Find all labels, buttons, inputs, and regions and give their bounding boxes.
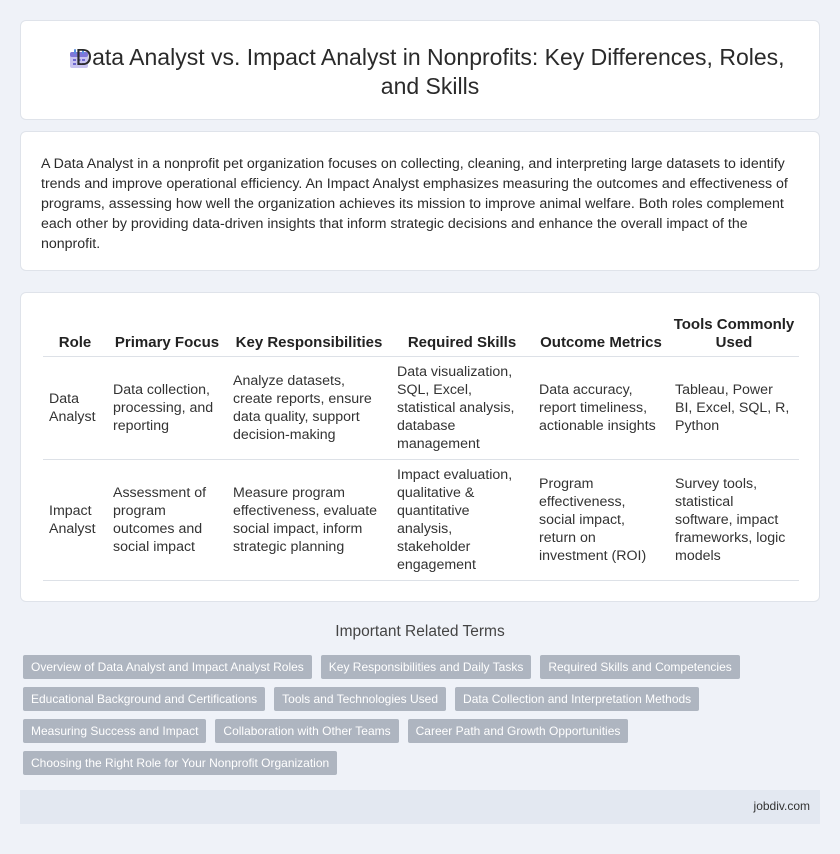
cell-primary-focus: Data collection, processing, and reporting — [107, 356, 227, 459]
related-tag[interactable]: Tools and Technologies Used — [274, 687, 446, 711]
column-header-role: Role — [43, 308, 107, 356]
cell-primary-focus: Assessment of program outcomes and social impact — [107, 459, 227, 580]
related-tag[interactable]: Collaboration with Other Teams — [215, 719, 398, 743]
cell-key-responsibilities: Analyze datasets, create reports, ensure data quality, support decision-making — [227, 356, 391, 459]
table-header-row — [43, 308, 799, 356]
cell-outcome-metrics: Data accuracy, report timeliness, actionable insights — [533, 356, 669, 459]
column-header-key-responsibilities: Key Responsibilities — [227, 308, 391, 356]
column-header-required-skills: Required Skills — [391, 308, 533, 356]
comparison-table-card — [20, 292, 820, 602]
column-header-primary-focus: Primary Focus — [107, 308, 227, 356]
cell-outcome-metrics: Program effectiveness, social impact, return on investment (ROI) — [533, 459, 669, 580]
comparison-table — [43, 308, 799, 581]
cell-role: Data Analyst — [43, 356, 107, 459]
table-row — [43, 459, 799, 580]
related-tag[interactable]: Data Collection and Interpretation Methods — [455, 687, 699, 711]
column-header-tools: Tools Commonly Used — [669, 308, 799, 356]
cell-required-skills: Impact evaluation, qualitative & quantitative analysis, stakeholder engagement — [391, 459, 533, 580]
page-title: Data Analyst vs. Impact Analyst in Nonprofits: Key Differences, Roles, and Skills — [75, 44, 785, 99]
related-tag[interactable]: Required Skills and Competencies — [540, 655, 739, 679]
related-terms-title: Important Related Terms — [335, 623, 505, 640]
cell-tools: Tableau, Power BI, Excel, SQL, R, Python — [669, 356, 799, 459]
intro-paragraph: A Data Analyst in a nonprofit pet organization focuses on collecting, cleaning, and interpreting large datasets to identify trends and improve operational efficiency. An Impact Analyst emphasizes measuring the outcomes and effectiveness of programs, assessing how well the organization achieves its mission to improve animal welfare. Both roles complement each other by providing data-driven insights that inform strategic decisions and enhance the overall impact of the nonprofit. — [41, 156, 788, 252]
table-row — [43, 356, 799, 459]
cell-key-responsibilities: Measure program effectiveness, evaluate social impact, inform strategic planning — [227, 459, 391, 580]
column-header-outcome-metrics: Outcome Metrics — [533, 308, 669, 356]
related-tag[interactable]: Choosing the Right Role for Your Nonprofit Organization — [23, 751, 337, 775]
cell-tools: Survey tools, statistical software, impact frameworks, logic models — [669, 459, 799, 580]
cell-required-skills: Data visualization, SQL, Excel, statistical analysis, database management — [391, 356, 533, 459]
related-tag[interactable]: Career Path and Growth Opportunities — [408, 719, 629, 743]
related-tag[interactable]: Educational Background and Certifications — [23, 687, 265, 711]
footer-site-link[interactable]: jobdiv.com — [753, 799, 810, 813]
related-tag[interactable]: Measuring Success and Impact — [23, 719, 206, 743]
related-tag[interactable]: Key Responsibilities and Daily Tasks — [321, 655, 532, 679]
related-terms-tags — [23, 655, 823, 783]
related-tag[interactable]: Overview of Data Analyst and Impact Analyst Roles — [23, 655, 312, 679]
intro-card — [20, 131, 820, 271]
footer — [20, 790, 820, 824]
cell-role: Impact Analyst — [43, 459, 107, 580]
header-card — [20, 20, 820, 120]
